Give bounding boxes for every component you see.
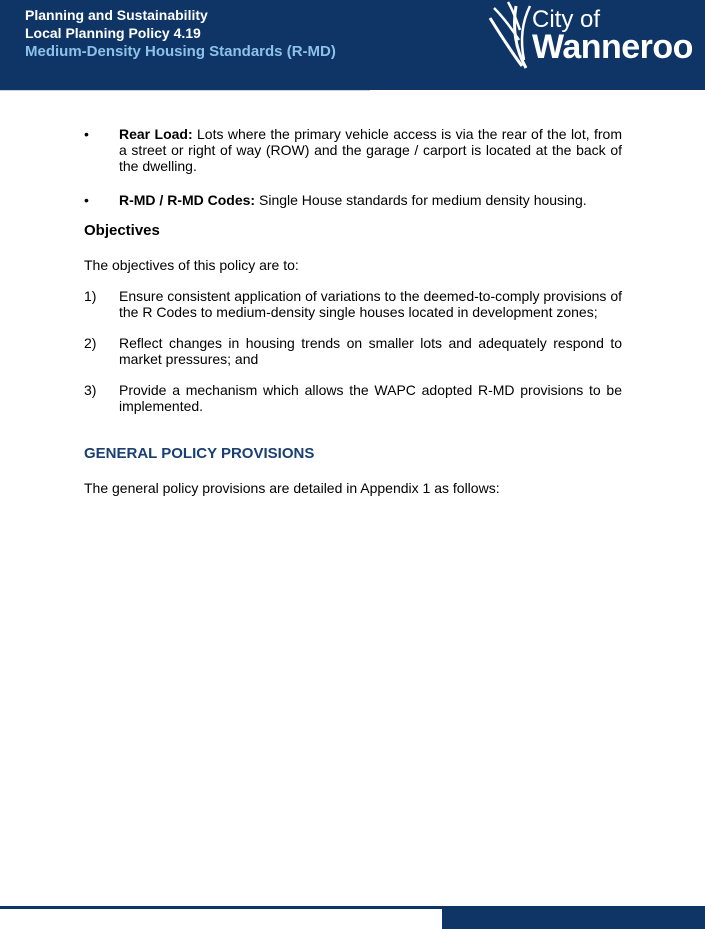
logo-city-text: City of xyxy=(532,6,601,33)
department-title: Planning and Sustainability xyxy=(25,7,208,23)
general-provisions-heading: GENERAL POLICY PROVISIONS xyxy=(84,445,315,462)
definition-text: Lots where the primary vehicle access is via the rear of the lot, from a street or right of way (ROW) and the garage / carport is located at the back of the dwelling. xyxy=(119,126,623,174)
document-body xyxy=(84,126,622,496)
bullet-icon: • xyxy=(84,192,89,208)
footer-block xyxy=(442,906,705,929)
definition-rmd-codes xyxy=(84,192,622,208)
objective-number: 1) xyxy=(84,288,97,304)
city-logo xyxy=(486,0,705,72)
policy-number: Local Planning Policy 4.19 xyxy=(25,25,201,41)
objective-item xyxy=(84,288,622,320)
definition-text: Single House standards for medium density housing. xyxy=(255,192,587,208)
logo-name-text: Wanneroo xyxy=(532,28,693,66)
reed-emblem-icon xyxy=(486,0,536,72)
definition-term: R-MD / R-MD Codes: xyxy=(119,192,256,208)
objective-item xyxy=(84,335,622,367)
header-banner xyxy=(0,0,705,90)
objective-number: 2) xyxy=(84,335,97,351)
objective-text: Ensure consistent application of variations to the deemed-to-comply provisions of the R Codes to medium-density single houses located in development zones; xyxy=(119,288,622,320)
definition-term: Rear Load: xyxy=(119,126,193,142)
objective-number: 3) xyxy=(84,382,97,398)
objectives-heading: Objectives xyxy=(84,222,160,239)
objectives-intro: The objectives of this policy are to: xyxy=(84,257,299,273)
bullet-icon: • xyxy=(84,126,89,142)
objective-text: Provide a mechanism which allows the WAPC adopted R-MD provisions to be implemented. xyxy=(119,382,622,414)
policy-title: Medium-Density Housing Standards (R-MD) xyxy=(25,43,336,60)
definition-rear-load xyxy=(84,126,622,174)
header-divider xyxy=(0,90,370,91)
objective-text: Reflect changes in housing trends on smaller lots and adequately respond to market pressures; and xyxy=(119,335,622,367)
objective-item xyxy=(84,382,622,414)
general-provisions-text: The general policy provisions are detailed in Appendix 1 as follows: xyxy=(84,480,500,496)
